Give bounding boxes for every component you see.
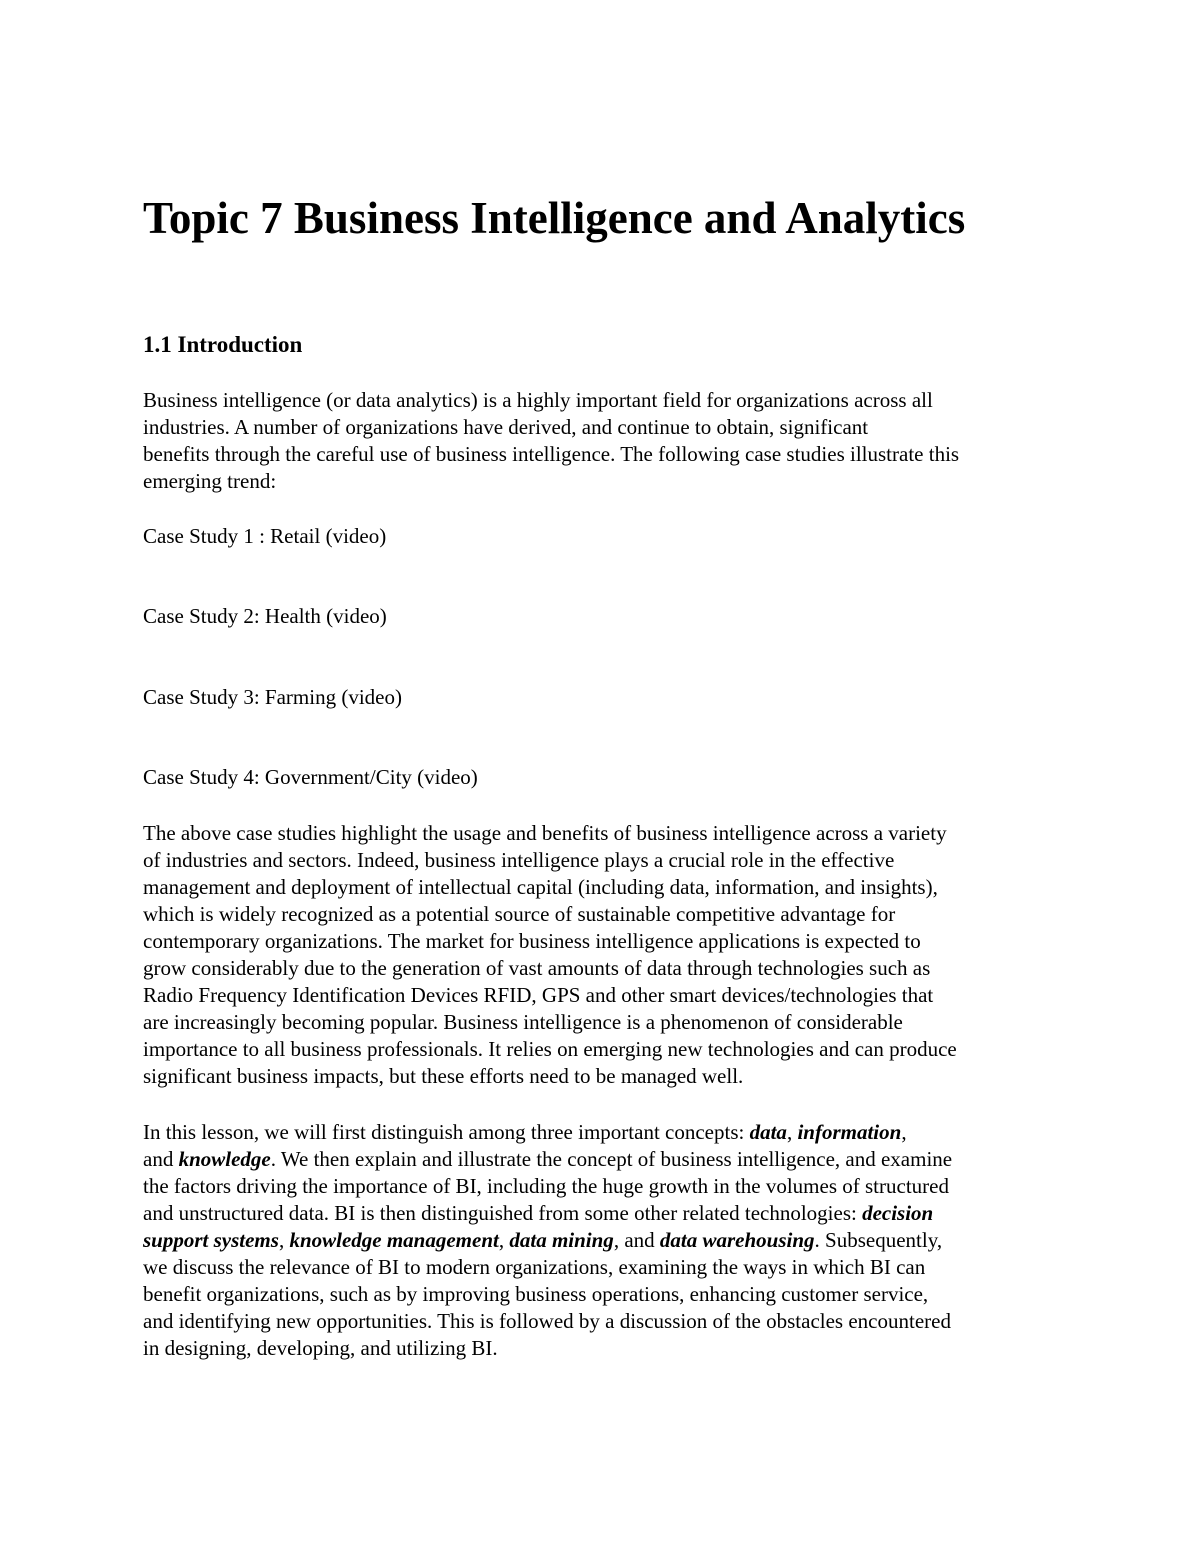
term-data-warehousing: data warehousing bbox=[659, 1228, 815, 1252]
intro-line: emerging trend: bbox=[143, 469, 277, 493]
term-information: information bbox=[797, 1120, 902, 1144]
intro-line: industries. A number of organizations have derived, and continue to obtain, significant bbox=[143, 415, 869, 439]
body-line: Radio Frequency Identification Devices RFID, GPS and other smart devices/technologies that bbox=[143, 983, 934, 1007]
case-study-health: Case Study 2: Health (video) bbox=[143, 604, 387, 628]
body-line: significant business impacts, but these efforts need to be managed well. bbox=[143, 1064, 744, 1088]
lesson-line: in designing, developing, and utilizing BI. bbox=[143, 1336, 498, 1360]
term-knowledge: knowledge bbox=[178, 1147, 271, 1171]
body-line: The above case studies highlight the usage and benefits of business intelligence across a variety bbox=[143, 821, 947, 845]
body-line: importance to all business professionals. It relies on emerging new technologies and can produce bbox=[143, 1037, 957, 1061]
text-run: , and bbox=[613, 1228, 660, 1252]
lesson-line: the factors driving the importance of BI, including the huge growth in the volumes of structured bbox=[143, 1174, 949, 1198]
lesson-line: we discuss the relevance of BI to modern organizations, examining the ways in which BI can bbox=[143, 1255, 926, 1279]
body-line: contemporary organizations. The market for business intelligence applications is expected to bbox=[143, 929, 921, 953]
text-run: and bbox=[143, 1147, 179, 1171]
case-study-retail: Case Study 1 : Retail (video) bbox=[143, 524, 387, 548]
term-knowledge-management: knowledge management bbox=[289, 1228, 499, 1252]
body-line: which is widely recognized as a potential source of sustainable competitive advantage for bbox=[143, 902, 896, 926]
text-run: , bbox=[901, 1120, 907, 1144]
lesson-line bbox=[143, 1227, 1063, 1254]
lesson-line bbox=[143, 1119, 1063, 1146]
section-heading-introduction: 1.1 Introduction bbox=[143, 332, 303, 357]
text-run: . We then explain and illustrate the concept of business intelligence, and examine bbox=[270, 1147, 953, 1171]
text-run: . Subsequently, bbox=[814, 1228, 943, 1252]
intro-line: benefits through the careful use of business intelligence. The following case studies illustrate this bbox=[143, 442, 960, 466]
document-title: Topic 7 Business Intelligence and Analytics bbox=[143, 193, 966, 243]
text-run: , bbox=[278, 1228, 290, 1252]
term-decision: decision bbox=[862, 1201, 934, 1225]
body-line: of industries and sectors. Indeed, business intelligence plays a crucial role in the effective bbox=[143, 848, 895, 872]
text-run: , bbox=[786, 1120, 798, 1144]
lesson-line: benefit organizations, such as by improving business operations, enhancing customer service, bbox=[143, 1282, 929, 1306]
text-run: and unstructured data. BI is then distinguished from some other related technologies: bbox=[143, 1201, 863, 1225]
body-paragraph bbox=[143, 820, 1063, 1090]
term-support-systems: support systems bbox=[143, 1228, 279, 1252]
term-data: data bbox=[749, 1120, 787, 1144]
term-data-mining: data mining bbox=[509, 1228, 614, 1252]
lesson-paragraph bbox=[143, 1119, 1063, 1362]
text-run: , bbox=[498, 1228, 510, 1252]
body-line: are increasingly becoming popular. Business intelligence is a phenomenon of considerable bbox=[143, 1010, 903, 1034]
body-line: management and deployment of intellectual capital (including data, information, and insights), bbox=[143, 875, 938, 899]
case-study-government-city: Case Study 4: Government/City (video) bbox=[143, 765, 478, 789]
intro-paragraph bbox=[143, 387, 1063, 495]
text-run: In this lesson, we will first distinguish among three important concepts: bbox=[143, 1120, 750, 1144]
lesson-line bbox=[143, 1146, 1063, 1173]
lesson-line: and identifying new opportunities. This is followed by a discussion of the obstacles encountered bbox=[143, 1309, 951, 1333]
body-line: grow considerably due to the generation of vast amounts of data through technologies such as bbox=[143, 956, 931, 980]
intro-line: Business intelligence (or data analytics) is a highly important field for organizations across all bbox=[143, 388, 933, 412]
case-study-farming: Case Study 3: Farming (video) bbox=[143, 685, 402, 709]
lesson-line bbox=[143, 1200, 1063, 1227]
